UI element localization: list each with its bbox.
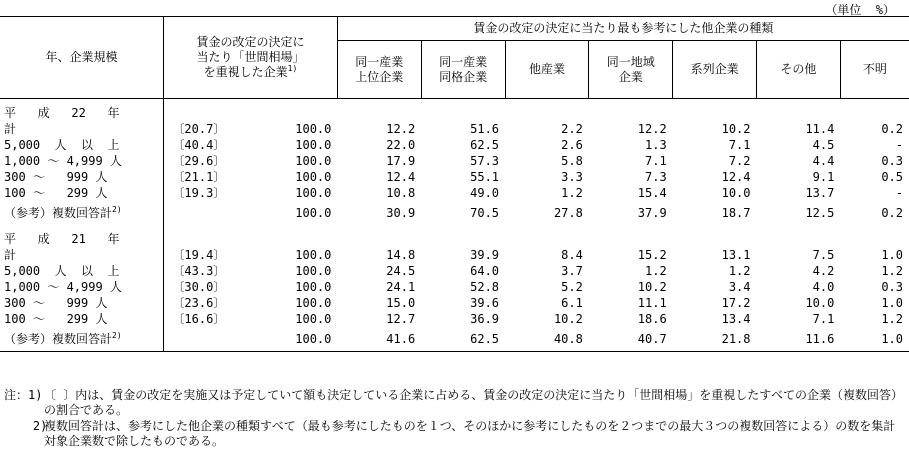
footnote-2-text: 複数回答計は、参考にした他企業の種類すべて（最も参考にしたものを１つ、そのほかに参考にしたものを２つまでの最大３つの複数回答による）の数を集計対象企業数で除したものである。 (44, 419, 896, 448)
cell-value: 30.9 (386, 206, 416, 220)
cell-value: 37.9 (637, 206, 667, 220)
row-total: 100.0 (295, 154, 332, 168)
cell-value: 10.2 (553, 312, 583, 326)
cell-value: 1.0 (840, 327, 909, 352)
multi-answer-label-text: （参考）複数回答計 (4, 206, 113, 220)
cell-value: 1.0 (881, 296, 903, 310)
cell-value: 7.1 (728, 138, 751, 152)
header-year-size: 年、企業規模 (0, 17, 164, 99)
cell-value: 5.8 (561, 154, 583, 168)
header-type-4 (673, 41, 757, 99)
multi-total: 100.0 (243, 327, 337, 352)
cell-value: 4.0 (812, 280, 835, 294)
cell-value: 10.0 (721, 186, 751, 200)
cell-value: 24.5 (386, 264, 416, 278)
table-row (0, 247, 909, 263)
header-type-0-line-0: 同一産業 (355, 54, 404, 69)
cell-value: 0.3 (881, 280, 903, 294)
table-row (0, 279, 909, 295)
cell-value: 8.4 (561, 248, 583, 262)
cell-value: 15.2 (637, 248, 667, 262)
cell-value: 13.7 (805, 186, 835, 200)
cell-value: 21.8 (673, 327, 757, 352)
cell-value: 6.1 (561, 296, 583, 310)
cell-value: 13.4 (721, 312, 751, 326)
header-seken-line-1: 賃金の改定の決定に (196, 35, 305, 49)
footnotes (4, 388, 904, 449)
cell-value: 40.7 (589, 327, 673, 352)
seken-ratio: 〔23.6〕 (164, 295, 244, 311)
cell-value: 7.2 (728, 154, 751, 168)
cell-value: 12.7 (386, 312, 416, 326)
cell-value: 10.2 (637, 280, 667, 294)
row-label: 計 (4, 122, 17, 136)
header-type-1-line-1: 同格企業 (439, 69, 488, 84)
cell-value: 10.8 (386, 186, 416, 200)
row-label: 300 ～ 999 人 (4, 170, 108, 184)
year-row-blank (164, 231, 909, 247)
cell-value: 1.2 (881, 264, 903, 278)
cell-value: 1.2 (881, 312, 903, 326)
cell-value: 57.3 (470, 154, 500, 168)
header-type-5-line-0: その他 (780, 62, 817, 76)
cell-value: 2.2 (561, 122, 583, 136)
table-row (0, 263, 909, 279)
cell-value: 12.5 (805, 206, 835, 220)
row-total: 100.0 (295, 264, 332, 278)
seken-ratio: 〔19.4〕 (164, 247, 244, 263)
header-seken-line-3: を重視した企業 (203, 65, 288, 79)
multi-answer-sup: 2) (112, 331, 122, 340)
header-type-2-line-0: 他産業 (528, 62, 565, 76)
multi-answer-label (0, 327, 164, 352)
cell-value: 52.8 (470, 280, 500, 294)
row-total: 100.0 (295, 248, 332, 262)
cell-value: 64.0 (470, 264, 500, 278)
header-seken-soba (164, 17, 338, 99)
cell-value: 0.3 (881, 154, 903, 168)
cell-value: 51.6 (470, 122, 500, 136)
cell-value: 3.4 (728, 280, 751, 294)
cell-value: 15.4 (637, 186, 667, 200)
cell-value: 13.1 (721, 248, 751, 262)
row-label: 1,000 ～ 4,999 人 (4, 154, 122, 168)
row-label: 100 ～ 299 人 (4, 186, 108, 200)
seken-ratio: 〔30.0〕 (164, 279, 244, 295)
header-type-1 (421, 41, 505, 99)
cell-value: 12.4 (386, 170, 416, 184)
table-row (0, 121, 909, 137)
header-type-3-line-0: 同一地域 (606, 54, 655, 69)
row-total: 100.0 (295, 138, 332, 152)
table-row (0, 137, 909, 153)
multi-blank (164, 327, 244, 352)
row-total: 100.0 (295, 312, 332, 326)
header-type-1-line-0: 同一産業 (439, 54, 488, 69)
cell-value: 12.4 (721, 170, 751, 184)
seken-ratio: 〔43.3〕 (164, 263, 244, 279)
year-label: 平 成 21 年 (4, 232, 120, 246)
cell-value: 14.8 (386, 248, 416, 262)
seken-ratio: 〔19.3〕 (164, 185, 244, 201)
header-type-6-line-0: 不明 (862, 62, 887, 76)
row-total: 100.0 (295, 280, 332, 294)
footnote-1-label: 注：1) (4, 388, 43, 402)
header-seken-line-2: 当たり「世間相場」 (196, 50, 305, 64)
footnote-2 (4, 419, 904, 449)
multi-blank (164, 201, 244, 225)
header-type-0 (337, 41, 421, 99)
year-row-blank (164, 105, 909, 121)
row-total: 100.0 (295, 296, 332, 310)
cell-value: 3.7 (561, 264, 583, 278)
cell-value: 17.9 (386, 154, 416, 168)
multi-answer-label-text: （参考）複数回答計 (4, 332, 113, 346)
cell-value: 24.1 (386, 280, 416, 294)
cell-value: 62.5 (421, 327, 505, 352)
cell-value: 5.2 (561, 280, 583, 294)
row-label: 1,000 ～ 4,999 人 (4, 280, 122, 294)
cell-value: 12.2 (386, 122, 416, 136)
cell-value: 39.9 (470, 248, 500, 262)
cell-value: 49.0 (470, 186, 500, 200)
cell-value: 41.6 (337, 327, 421, 352)
cell-value: 17.2 (721, 296, 751, 310)
row-total: 100.0 (295, 122, 332, 136)
cell-value: 1.3 (645, 138, 667, 152)
header-type-6 (840, 41, 909, 99)
header-group-title: 賃金の改定の決定に当たり最も参考にした他企業の種類 (337, 17, 909, 41)
cell-value: 1.0 (881, 248, 903, 262)
year-row (0, 231, 909, 247)
cell-value: 70.5 (470, 206, 500, 220)
unit-label: （単位 %） (825, 3, 895, 17)
header-type-3-line-1: 企業 (618, 69, 643, 84)
multi-answer-row (0, 327, 909, 352)
year-row (0, 105, 909, 121)
cell-value: 7.1 (645, 154, 667, 168)
cell-value: 11.4 (805, 122, 835, 136)
table-row (0, 169, 909, 185)
cell-value: - (895, 138, 903, 152)
cell-value: 7.5 (812, 248, 835, 262)
cell-value: 4.5 (812, 138, 835, 152)
cell-value: 40.8 (505, 327, 589, 352)
cell-value: 11.1 (637, 296, 667, 310)
footnote-1-text: 〔 〕内は、賃金の改定を実施又は予定していて額も決定している企業に占める、賃金の改定の決定に当たり「世間相場」を重視したすべての企業（複数回答）の割合である。 (44, 388, 903, 417)
footnote-1 (4, 388, 904, 418)
cell-value: 0.2 (881, 122, 903, 136)
cell-value: 1.2 (728, 264, 751, 278)
seken-ratio: 〔29.6〕 (164, 153, 244, 169)
cell-value: 3.3 (561, 170, 583, 184)
cell-value: 55.1 (470, 170, 500, 184)
multi-answer-sup: 2) (112, 205, 122, 214)
header-type-2 (505, 41, 589, 99)
cell-value: 7.3 (645, 170, 667, 184)
table-row (0, 153, 909, 169)
seken-ratio: 〔16.6〕 (164, 311, 244, 327)
cell-value: 4.2 (812, 264, 835, 278)
cell-value: 15.0 (386, 296, 416, 310)
header-seken-sup: 1) (287, 64, 298, 73)
cell-value: 1.2 (645, 264, 667, 278)
table-row (0, 185, 909, 201)
row-label: 100 ～ 299 人 (4, 312, 108, 326)
cell-value: 62.5 (470, 138, 500, 152)
table-row (0, 295, 909, 311)
cell-value: 1.2 (561, 186, 583, 200)
cell-value: 22.0 (386, 138, 416, 152)
cell-value: 12.2 (637, 122, 667, 136)
wage-revision-table (0, 16, 909, 352)
header-type-5 (757, 41, 841, 99)
cell-value: 0.2 (881, 206, 903, 220)
cell-value: 36.9 (470, 312, 500, 326)
cell-value: 2.6 (561, 138, 583, 152)
header-type-4-line-0: 系列企業 (690, 62, 739, 76)
cell-value: 39.6 (470, 296, 500, 310)
cell-value: 18.6 (637, 312, 667, 326)
cell-value: 27.8 (553, 206, 583, 220)
cell-value: 18.7 (721, 206, 751, 220)
header-type-0-line-1: 上位企業 (355, 69, 404, 84)
cell-value: 11.6 (757, 327, 841, 352)
cell-value: 10.0 (805, 296, 835, 310)
footnote-2-label: 2) (4, 419, 48, 433)
cell-value: 0.5 (881, 170, 903, 184)
cell-value: 7.1 (812, 312, 835, 326)
row-total: 100.0 (295, 170, 332, 184)
cell-value: - (895, 186, 903, 200)
row-total: 100.0 (295, 186, 332, 200)
seken-ratio: 〔21.1〕 (164, 169, 244, 185)
cell-value: 9.1 (812, 170, 835, 184)
cell-value: 10.2 (721, 122, 751, 136)
year-label: 平 成 22 年 (4, 106, 120, 120)
multi-answer-row (0, 201, 909, 225)
row-label: 計 (4, 248, 17, 262)
cell-value: 4.4 (812, 154, 835, 168)
seken-ratio: 〔40.4〕 (164, 137, 244, 153)
table-row (0, 311, 909, 327)
row-label: 300 ～ 999 人 (4, 296, 108, 310)
multi-total: 100.0 (295, 206, 332, 220)
header-type-3 (589, 41, 673, 99)
seken-ratio: 〔20.7〕 (164, 121, 244, 137)
row-label: 5,000 人 以 上 (4, 264, 120, 278)
multi-answer-label (0, 201, 164, 225)
row-label: 5,000 人 以 上 (4, 138, 120, 152)
